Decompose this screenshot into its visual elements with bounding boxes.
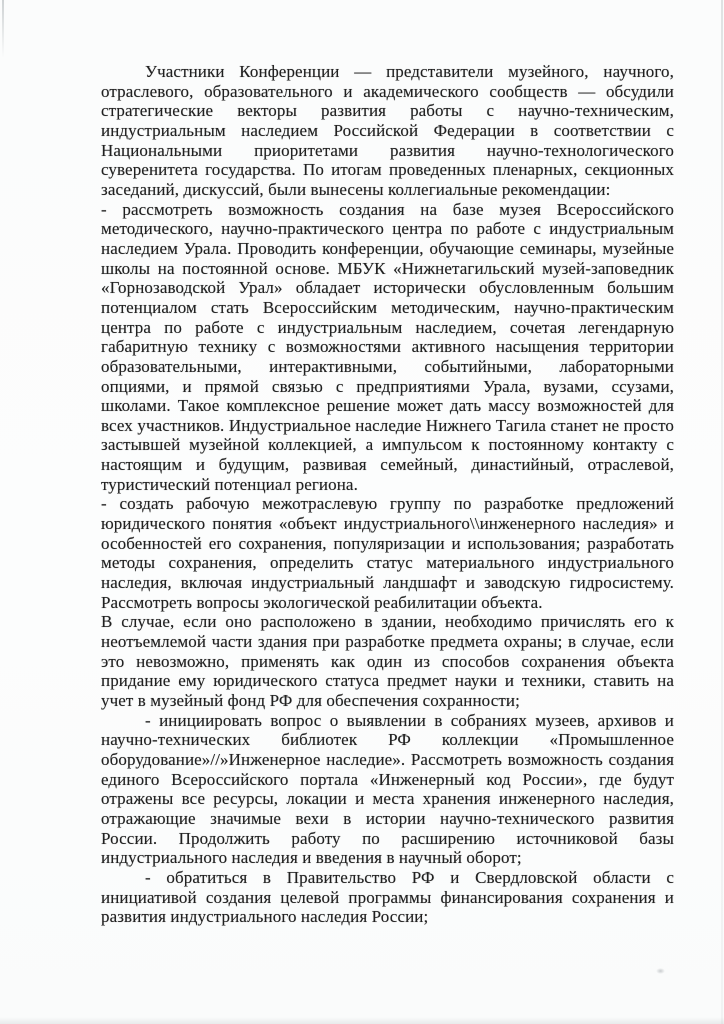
paragraph xyxy=(101,62,674,200)
text-line: единого Всероссийского портала «Инженерный код России», где будут xyxy=(101,769,674,789)
text-line: наследием Урала. Проводить конференции, обучающие семинары, музейные xyxy=(101,238,674,258)
text-line: «Горнозаводской Урал» обладает исторически обусловленным большим xyxy=(101,278,674,298)
text-line: школы на постоянной основе. МБУК «Нижнетагильский музей-заповедник xyxy=(101,258,674,278)
text-line: методы сохранения, определить статус материального индустриального xyxy=(101,553,674,573)
text-line: научно-технических библиотек РФ коллекции «Промышленное xyxy=(101,730,674,750)
scan-artifact-speck xyxy=(656,968,665,974)
paragraph xyxy=(101,612,674,710)
text-line: - инициировать вопрос о выявлении в собраниях музеев, архивов и xyxy=(145,710,674,730)
text-line: суверенитета государства. По итогам проведенных пленарных, секционных xyxy=(101,160,674,180)
text-line: заседаний, дискуссий, были вынесены коллегиальные рекомендации: xyxy=(101,179,611,199)
scan-artifact-left-edge xyxy=(2,0,4,58)
text-line: Рассмотреть вопросы экологической реабилитации объекта. xyxy=(101,592,543,612)
paragraph xyxy=(101,711,674,868)
text-block xyxy=(101,62,674,927)
text-line: наследия, включая индустриальный ландшафт и заводскую гидросистему. xyxy=(101,573,674,593)
text-line: России. Продолжить работу по расширению источниковой базы xyxy=(101,828,674,848)
text-line: отражающие значимые вехи в истории научно-технического развития xyxy=(101,808,674,828)
scan-artifact-bottom-shadow xyxy=(0,1017,724,1024)
paragraph xyxy=(101,494,674,612)
text-line: центра по работе с индустриальным наследием, сочетая легендарную xyxy=(101,317,674,337)
paragraph xyxy=(101,868,674,927)
text-line: стратегические векторы развития работы с научно-техническим, xyxy=(101,101,674,121)
text-line: развития индустриального наследия России; xyxy=(101,907,429,927)
text-line: индустриальным наследием Российской Федерации в соответствии с xyxy=(101,120,674,140)
text-line: учет в музейный фонд РФ для обеспечения сохранности; xyxy=(101,691,520,710)
text-line: неотъемлемой части здания при разработке предмета охраны; в случае, если xyxy=(101,632,674,652)
text-line: настоящим и будущим, развивая семейный, династийный, отраслевой, xyxy=(101,455,674,475)
text-line: отражены все ресурсы, локации и места хранения инженерного наследия, xyxy=(101,789,674,809)
text-line: оборудование»//»Инженерное наследие». Рассмотреть возможность создания xyxy=(101,749,674,769)
text-line: придание ему юридического статуса предмет науки и техники, ставить на xyxy=(101,671,674,691)
text-line: юридического понятия «объект индустриального\\инженерного наследия» и xyxy=(101,514,674,534)
text-line: габаритную технику с возможностями активного насыщения территории xyxy=(101,337,674,357)
text-line: Национальными приоритетами развития научно-технологического xyxy=(101,140,674,160)
text-line: туристический потенциал региона. xyxy=(101,474,358,494)
text-line: это невозможно, применять как один из способов сохранения объекта xyxy=(101,651,674,671)
text-line: потенциалом стать Всероссийским методическим, научно-практическим xyxy=(101,297,674,317)
paragraph xyxy=(101,200,674,495)
text-line: индустриального наследия и введения в научный оборот; xyxy=(101,848,522,868)
text-line: методического, научно-практического центра по работе с индустриальным xyxy=(101,219,674,239)
text-line: - обратиться в Правительство РФ и Свердловской области с xyxy=(145,867,674,887)
scan-artifact-right-edge xyxy=(721,0,723,1024)
text-line: отраслевого, образовательного и академического сообществ — обсудили xyxy=(101,81,674,101)
text-line: опциями, и прямой связью с предприятиями Урала, вузами, ссузами, xyxy=(101,376,674,396)
text-line: инициативой создания целевой программы финансирования сохранения и xyxy=(101,887,674,907)
text-line: - рассмотреть возможность создания на базе музея Всероссийского xyxy=(101,199,674,219)
text-line: школами. Такое комплексное решение может дать массу возможностей для xyxy=(101,396,674,416)
text-line: В случае, если оно расположено в здании, необходимо причислять его к xyxy=(101,612,674,632)
text-line: застывшей музейной коллекцией, а импульсом к постоянному контакту с xyxy=(101,435,674,455)
text-line: Участники Конференции — представители музейного, научного, xyxy=(145,62,674,81)
text-line: особенностей его сохранения, популяризации и использования; разработать xyxy=(101,533,674,553)
text-line: - создать рабочую межотраслевую группу по разработке предложений xyxy=(101,494,674,514)
text-line: всех участников. Индустриальное наследие Нижнего Тагила станет не просто xyxy=(101,415,674,435)
text-line: образовательными, интерактивными, событийными, лабораторными xyxy=(101,356,674,376)
